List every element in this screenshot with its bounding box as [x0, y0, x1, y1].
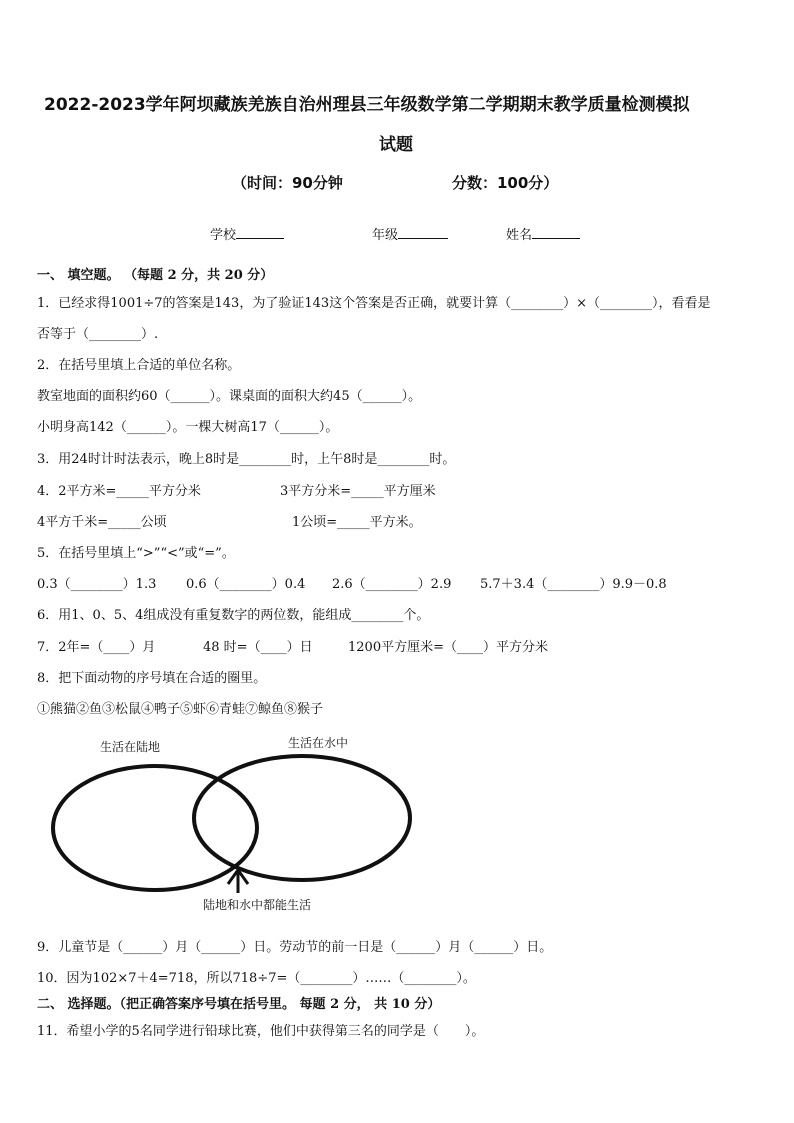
question-8-animals: ①熊猫②鱼③松鼠④鸭子⑤虾⑥青蛙⑦鲸鱼⑧猴子	[37, 702, 324, 717]
water-circle	[194, 756, 410, 880]
question-3: 3．用24时计时法表示，晚上8时是________时，上午8时是________时。	[37, 452, 456, 467]
exam-score: 分数：100分）	[452, 174, 559, 192]
school-field[interactable]	[210, 224, 284, 243]
name-label: 姓名	[506, 228, 533, 243]
question-5: 5．在括号里填上“>”“<”或“=”。	[37, 546, 235, 561]
question-11: 11．希望小学的5名同学进行铅球比赛，他们中获得第三名的同学是（ ）。	[37, 1024, 485, 1039]
question-4-a2: 3平方分米=_____平方厘米	[280, 484, 436, 499]
grade-blank[interactable]	[398, 226, 448, 239]
question-4-b2: 1公顷=_____平方米。	[292, 515, 422, 530]
question-4-b1: 4平方千米=_____公顷	[37, 515, 167, 530]
question-6: 6．用1、0、5、4组成没有重复数字的两位数，能组成________个。	[37, 608, 430, 623]
question-2-line-a: 教室地面的面积约60（______）。课桌面的面积大约45（______）。	[37, 389, 422, 404]
question-8: 8．把下面动物的序号填在合适的圈里。	[37, 671, 267, 686]
question-1-line1: 1．已经求得1001÷7的答案是143，为了验证143这个答案是否正确，就要计算（________）×（________），看看是	[37, 296, 711, 311]
question-7-item-3: 1200平方厘米=（____）平方分米	[348, 640, 548, 655]
school-blank[interactable]	[236, 226, 284, 239]
section2-heading: 二、 选择题。（把正确答案序号填在括号里。 每题 2 分， 共 10 分）	[37, 997, 441, 1012]
exam-time: （时间：90分钟	[232, 174, 343, 192]
grade-field[interactable]	[372, 224, 448, 243]
land-circle	[53, 766, 257, 890]
page-title-line2: 试题	[379, 135, 413, 155]
question-5-item-1: 0.3（________）1.3	[37, 577, 157, 592]
water-label: 生活在水中	[288, 736, 349, 750]
question-4-a1: 4．2平方米=_____平方分米	[37, 484, 201, 499]
question-7-item-2: 48 时=（____）日	[203, 640, 313, 655]
school-label: 学校	[210, 228, 237, 243]
question-7-item-1: 7．2年=（____）月	[37, 640, 156, 655]
question-5-item-3: 2.6（________）2.9	[332, 577, 452, 592]
section1-heading: 一、 填空题。 （每题 2 分，共 20 分）	[37, 268, 274, 283]
name-blank[interactable]	[532, 226, 580, 239]
question-2: 2．在括号里填上合适的单位名称。	[37, 358, 241, 373]
question-2-line-b: 小明身高142（______）。一棵大树高17（______）。	[37, 420, 339, 435]
both-label: 陆地和水中都能生活	[203, 898, 312, 912]
land-label: 生活在陆地	[100, 740, 161, 754]
question-5-item-2: 0.6（________）0.4	[186, 577, 306, 592]
grade-label: 年级	[372, 228, 399, 243]
question-1-line2: 否等于（________）.	[37, 327, 159, 342]
name-field[interactable]	[506, 224, 580, 243]
venn-diagram	[40, 728, 430, 918]
page-title-line1: 2022-2023学年阿坝藏族羌族自治州理县三年级数学第二学期期末教学质量检测模拟	[44, 95, 690, 115]
question-10: 10．因为102×7＋4=718，所以718÷7=（________）……（________）。	[37, 971, 476, 986]
question-9: 9．儿童节是（______）月（______）日。劳动节的前一日是（______）月（______）日。	[37, 940, 553, 955]
question-5-item-4: 5.7＋3.4（________）9.9－0.8	[480, 577, 667, 592]
